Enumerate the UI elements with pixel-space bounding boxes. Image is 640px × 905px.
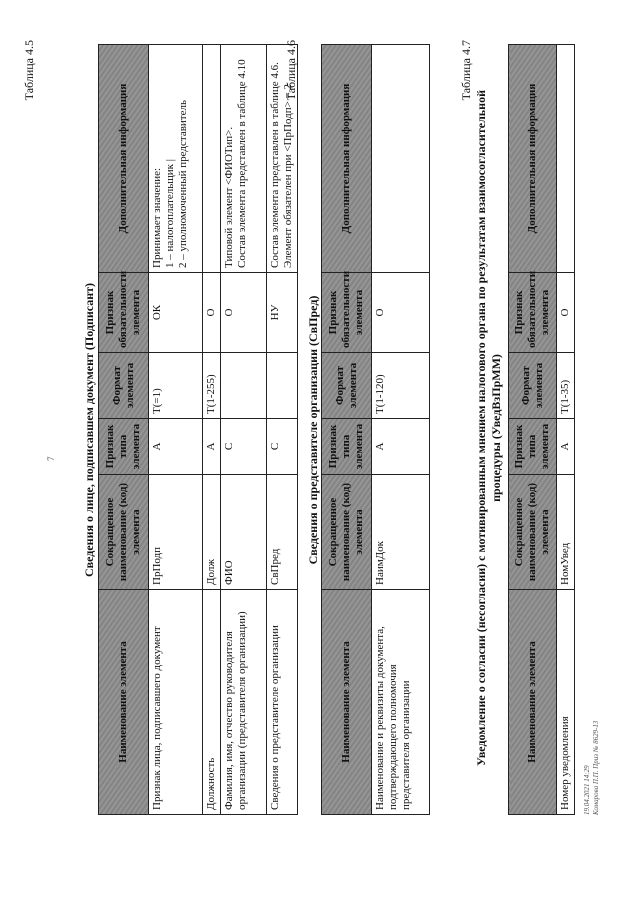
cell: НомУвед bbox=[557, 475, 575, 590]
page-number: 7 bbox=[46, 456, 56, 461]
cell: Т(1-120) bbox=[372, 353, 430, 419]
column-header: Признак обязательности элемента bbox=[509, 273, 557, 353]
cell: А bbox=[203, 419, 221, 475]
table-row bbox=[557, 45, 575, 815]
table-label: Таблица 4.7 bbox=[459, 40, 473, 101]
table-title: Уведомление о согласии (несогласии) с мотивированным мнением налогового органа по результатам взаимосогласительной процедуры (УведВзПрММ) bbox=[474, 90, 503, 766]
cell bbox=[372, 45, 430, 273]
table-4-5 bbox=[98, 44, 298, 815]
cell: ПрПодп bbox=[149, 475, 203, 590]
column-header: Наименование элемента bbox=[322, 590, 372, 815]
table-row bbox=[149, 45, 203, 815]
column-header: Сокращенное наименование (код) элемента bbox=[509, 475, 557, 590]
column-header: Дополнительная информация bbox=[322, 45, 372, 273]
table-row bbox=[372, 45, 430, 815]
footer-date: 19.04.2021 14:29 bbox=[583, 765, 591, 815]
cell: Признак лица, подписавшего документ bbox=[149, 590, 203, 815]
cell: С bbox=[267, 419, 298, 475]
table-row bbox=[203, 45, 221, 815]
cell: Наименование и реквизиты документа, подтверждающего полномочия представителя организации bbox=[372, 590, 430, 815]
column-header: Признак обязательности элемента bbox=[99, 273, 149, 353]
cell: С bbox=[221, 419, 267, 475]
table-label: Таблица 4.5 bbox=[22, 40, 36, 101]
table-4-7 bbox=[508, 44, 575, 815]
cell: О bbox=[203, 273, 221, 353]
cell bbox=[221, 353, 267, 419]
column-header: Признак обязательности элемента bbox=[322, 273, 372, 353]
cell: Типовой элемент <ФИОТип>. Состав элемента представлен в таблице 4.10 bbox=[221, 45, 267, 273]
cell: Сведения о представителе организации bbox=[267, 590, 298, 815]
table-title: Сведения о лице, подписавшем документ (Подписант) bbox=[82, 282, 96, 578]
cell: О bbox=[557, 273, 575, 353]
cell bbox=[557, 45, 575, 273]
column-header: Сокращенное наименование (код) элемента bbox=[322, 475, 372, 590]
column-header: Признак типа элемента bbox=[99, 419, 149, 475]
cell: О bbox=[372, 273, 430, 353]
column-header: Дополнительная информация bbox=[509, 45, 557, 273]
column-header: Наименование элемента bbox=[99, 590, 149, 815]
column-header: Формат элемента bbox=[99, 353, 149, 419]
column-header: Сокращенное наименование (код) элемента bbox=[99, 475, 149, 590]
cell: Т(=1) bbox=[149, 353, 203, 419]
cell: Должность bbox=[203, 590, 221, 815]
footer bbox=[583, 721, 601, 815]
column-header: Дополнительная информация bbox=[99, 45, 149, 273]
cell: Принимает значение: 1 – налогоплательщик | 2 – уполномоченный представитель bbox=[149, 45, 203, 273]
cell: Т(1-35) bbox=[557, 353, 575, 419]
cell: ФИО bbox=[221, 475, 267, 590]
cell: Фамилия, имя, отчество руководителя организации (представителя организации) bbox=[221, 590, 267, 815]
table-label: Таблица 4.6 bbox=[284, 40, 298, 101]
cell: НаимДок bbox=[372, 475, 430, 590]
column-header: Формат элемента bbox=[322, 353, 372, 419]
cell: ОК bbox=[149, 273, 203, 353]
column-header: Признак типа элемента bbox=[322, 419, 372, 475]
cell: Т(1-255) bbox=[203, 353, 221, 419]
column-header: Наименование элемента bbox=[509, 590, 557, 815]
table-row bbox=[267, 45, 298, 815]
cell: Долж bbox=[203, 475, 221, 590]
footer-author: Комарова П.П. Приз № 8629-13 bbox=[592, 720, 600, 815]
cell: А bbox=[557, 419, 575, 475]
table-title: Сведения о представителе организации (СвПред) bbox=[306, 295, 320, 565]
cell: СвПред bbox=[267, 475, 298, 590]
cell: А bbox=[149, 419, 203, 475]
cell: Номер уведомления bbox=[557, 590, 575, 815]
table-4-6 bbox=[321, 44, 430, 815]
cell bbox=[203, 45, 221, 273]
cell bbox=[267, 353, 298, 419]
column-header: Признак типа элемента bbox=[509, 419, 557, 475]
cell: А bbox=[372, 419, 430, 475]
column-header: Формат элемента bbox=[509, 353, 557, 419]
cell: О bbox=[221, 273, 267, 353]
cell: НУ bbox=[267, 273, 298, 353]
cell: Состав элемента представлен в таблице 4.6. Элемент обязателен при <ПрПодп> = 2 bbox=[267, 45, 298, 273]
table-row bbox=[221, 45, 267, 815]
